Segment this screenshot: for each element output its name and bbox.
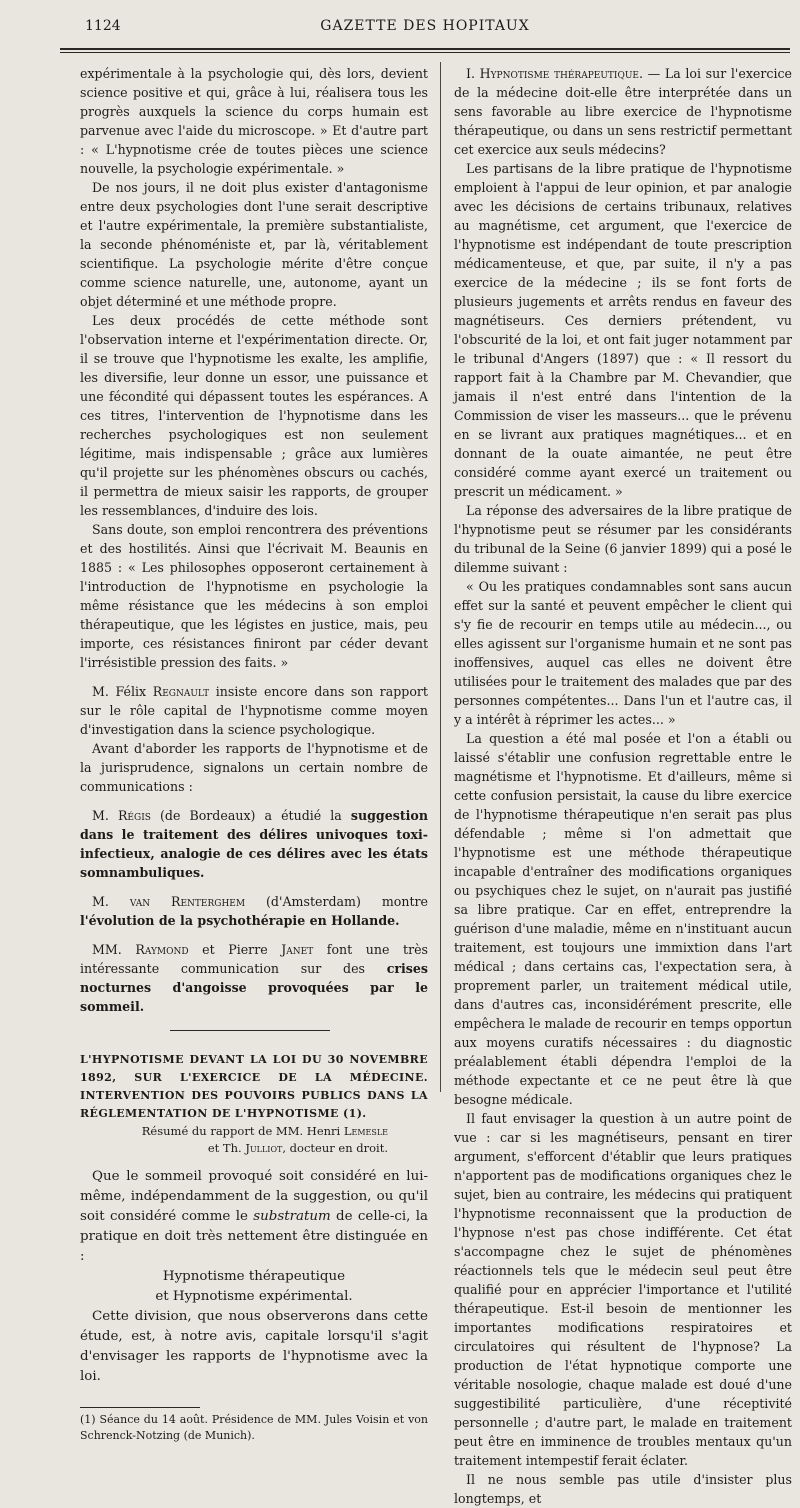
column-divider	[440, 62, 441, 1092]
paragraph: Cette division, que nous observerons dans cette étude, est, à notre avis, capitale lorsqu'il s'agit d'envisager les rapports de l'hypnotisme avec la loi.	[80, 1309, 428, 1384]
text-run: , docteur en droit.	[282, 1141, 388, 1155]
communication-title: suggestion dans le traitement des délires univoques toxi-infectieux, analogie de ces délires avec les états somnambuliques.	[80, 808, 428, 880]
text-run: M. Félix	[92, 684, 153, 699]
text-run: (de Bordeaux) a étudié la	[150, 808, 351, 823]
text-run: insiste encore dans son rapport sur le rôle capital de l'hypnotisme comme moyen d'investigation dans la science psychologique.	[80, 684, 428, 737]
author-name: Julliot	[245, 1141, 283, 1155]
list-item: et Hypnotisme expérimental.	[155, 1289, 353, 1304]
paragraph: Il ne nous semble pas utile d'insister plus longtemps, et	[454, 1472, 792, 1506]
left-column	[80, 64, 428, 1444]
italic-term: substratum	[253, 1209, 331, 1224]
paragraph: « Ou les pratiques condamnables sont sans aucun effet sur la santé et peuvent empêcher le client qui s'y fie de recourir en temps utile au médecin..., ou elles agissent sur l'organisme humain et ne sont pas inoffensives, auquel cas elles ne doivent être utilisées pour le traitement des malades que par des personnes compétentes... Dans l'un et l'autre cas, il y a intérêt à réprimer les actes... »	[454, 579, 792, 727]
text-run: M.	[92, 808, 118, 823]
author-name: van Renterghem	[129, 894, 246, 909]
paragraph	[80, 1167, 428, 1267]
paragraph: La question a été mal posée et l'on a établi ou laissé s'établir une confusion regrettable entre le magnétisme et l'hypnotisme. Et d'ailleurs, même si cette confusion persistait, la cause du libre exercice de l'hypnotisme thérapeutique n'en serait pas plus défendable ; même si l'on admettait que l'hypnotisme est une méthode thérapeutique incapable d'entraîner des modifications organiques ou psychiques chez le sujet, on n'aurait pas justifié sa libre pratique. Car en effet, entreprendre la guérison d'une maladie, même en n'instituant aucun traitement, est toujours une immixtion dans l'art médical ; dans certains cas, l'expectation sera, à proprement parler, un traitement médical utile, dans d'autres cas, inconsidérément prescrite, elle empêchera le malade de recourir en temps opportun aux moyens curatifs nécessaires : du diagnostic préalablement établi dépendra l'emploi de la méthode expectante et ce ne peut être là que besogne médicale.	[454, 731, 792, 1107]
communication-title: crises nocturnes d'angoisse provoquées par le sommeil.	[80, 961, 428, 1014]
paragraph: De nos jours, il ne doit plus exister d'antagonisme entre deux psychologies dont l'une serait descriptive et l'autre expérimentale, la première substantialiste, la seconde phénoméniste et, par là, véritablement scientifique. La psychologie mérite d'être conçue comme science naturelle, une, autonome, ayant un objet déterminé et une méthode propre.	[80, 180, 428, 309]
journal-title: GAZETTE DES HOPITAUX	[320, 18, 530, 34]
text-run: et Th.	[207, 1141, 246, 1155]
paragraph-heading	[454, 64, 792, 159]
text-run: MM.	[92, 942, 136, 957]
text-run: (d'Amsterdam) montre	[245, 894, 428, 909]
text-run: Que le sommeil provoqué soit considéré en lui-même, indépendamment de la suggestion, ou qu'il soit considéré comme le	[80, 1169, 428, 1224]
header-rule	[60, 48, 790, 53]
paragraph: La réponse des adversaires de la libre pratique de l'hypnotisme peut se résumer par les considérants du tribunal de la Seine (6 janvier 1899) qui a posé le dilemme suivant :	[454, 503, 792, 575]
report-summary-line	[80, 1140, 428, 1157]
text-run: M.	[92, 894, 130, 909]
subsection-heading: I. Hypnotisme thérapeutique.	[466, 66, 643, 81]
footnote-rule	[80, 1407, 200, 1408]
author-name: Janet	[281, 942, 314, 957]
author-name: Régis	[117, 808, 151, 823]
paragraph: Les partisans de la libre pratique de l'hypnotisme emploient à l'appui de leur opinion, et par analogie avec les décisions de certains tribunaux, relatives au magnétisme, cet argument, que l'exercice de l'hypnotisme est indépendant de toute prescription médicamenteuse, et que, par suite, il n'y a pas exercice de la médecine ; ils se font forts de plusieurs jugements et arrêts rendus en faveur des magnétiseurs. Ces derniers prétendent, vu l'obscurité de la loi, et ont fait juger notamment par le tribunal d'Angers (1897) que : « Il ressort du rapport fait à la Chambre par M. Chevandier, que jamais il n'est entré dans l'intention de la Commission de viser les masseurs... que le prévenu en se livrant aux pratiques magnétiques... et en donnant de la ouate aimantée, ne peut être considéré comme ayant exercé un traitement ou prescrit un médicament. »	[454, 161, 792, 499]
text-run: Résumé du rapport de MM. Henri	[141, 1124, 344, 1138]
paragraph: Il faut envisager la question à un autre point de vue : car si les magnétiseurs, pensant en tirer argument, s'efforcent d'établir que leurs pratiques n'apportent pas de modifications organiques chez le sujet, bien au contraire, les médecins qui pratiquent l'hypnotisme reconnaissent que la production de l'hypnose n'est pas chose indifférente. Cet état s'accompagne chez le sujet de phénomènes réactionnels tels que le médecin seul peut être qualifié pour en apprécier l'importance et l'utilité thérapeutique. Est-il besoin de mentionner les importantes modifications respiratoires et circulatoires qui résultent de l'hypnose? La production de l'état hypnotique comporte une véritable nosologie, chaque malade est doué d'une suggestibilité particulière, d'une réceptivité personnelle ; d'autre part, le malade en traitement peut être en imminence de troubles mentaux qu'un traitement intempestif ferait éclater.	[454, 1111, 792, 1468]
page-header	[60, 18, 790, 44]
paragraph: Sans doute, son emploi rencontrera des préventions et des hostilités. Ainsi que l'écrivait M. Beaunis en 1885 : « Les philosophes opposeront certainement à l'introduction de l'hypnotisme en psychologie la même résistance que les médecins à son emploi thérapeutique, que les légistes en justice, mais, peu importe, ces résistances finiront par céder devant l'irrésistible pression des faits. »	[80, 522, 428, 670]
paragraph-renterghem	[80, 892, 428, 930]
author-name: Lemesle	[343, 1124, 388, 1138]
author-name: Raymond	[135, 942, 189, 957]
section-rule	[170, 1030, 330, 1031]
text-run: font une très intéressante communication sur des	[80, 942, 429, 976]
paragraph-raymond-janet	[80, 940, 428, 1016]
author-name: Regnault	[152, 684, 210, 699]
paragraph: Les deux procédés de cette méthode sont l'observation interne et l'expérimentation directe. Or, il se trouve que l'hypnotisme les exalte, les amplifie, les diversifie, leur donne un essor, une puissance et une fécondité qui dépassent toutes les espérances. A ces titres, l'intervention de l'hypnotisme dans les recherches psychologiques est non seulement légitime, mais indispensable ; grâce aux lumières qu'il projette sur les phénomènes obscurs ou cachés, il permettra de mieux saisir les rapports, de grouper les ressemblances, d'induire des lois.	[80, 313, 428, 518]
text-run: de celle-ci, la pratique en doit très nettement être distinguée en :	[80, 1209, 429, 1264]
paragraph-regnault	[80, 682, 428, 739]
footnote: (1) Séance du 14 août. Présidence de MM. Jules Voisin et von Schrenck-Notzing (de Munich).	[80, 1413, 428, 1442]
paragraph: expérimentale à la psychologie qui, dès lors, devient science positive et qui, grâce à lui, réalisera tous les progrès auxquels la science du corps humain est parvenue avec l'aide du microscope. » Et d'autre part : « L'hypnotisme crée de toutes pièces une science nouvelle, la psychologie expérimentale. »	[80, 66, 428, 176]
section-title: L'HYPNOTISME DEVANT LA LOI DU 30 NOVEMBRE 1892, SUR L'EXERCICE DE LA MÉDECINE. INTERVENTION DES POUVOIRS PUBLICS DANS LA RÉGLEMENTATION DE L'HYPNOTISME (1).	[80, 1053, 428, 1120]
paragraph: Avant d'aborder les rapports de l'hypnotisme et de la jurisprudence, signalons un certain nombre de communications :	[80, 741, 428, 794]
paragraph-regis	[80, 806, 428, 882]
text-run: et Pierre	[188, 942, 282, 957]
list-item: Hypnotisme thérapeutique	[162, 1269, 346, 1284]
right-column	[454, 64, 792, 1508]
communication-title: l'évolution de la psychothérapie en Hollande.	[80, 913, 400, 928]
text-run: — La loi sur l'exercice de la médecine doit-elle être interprétée dans un sens favorable au libre exercice de l'hypnotisme thérapeutique, ou dans un sens restrictif permettant cet exercice aux seuls médecins?	[454, 66, 792, 157]
page-number: 1124	[85, 18, 121, 34]
